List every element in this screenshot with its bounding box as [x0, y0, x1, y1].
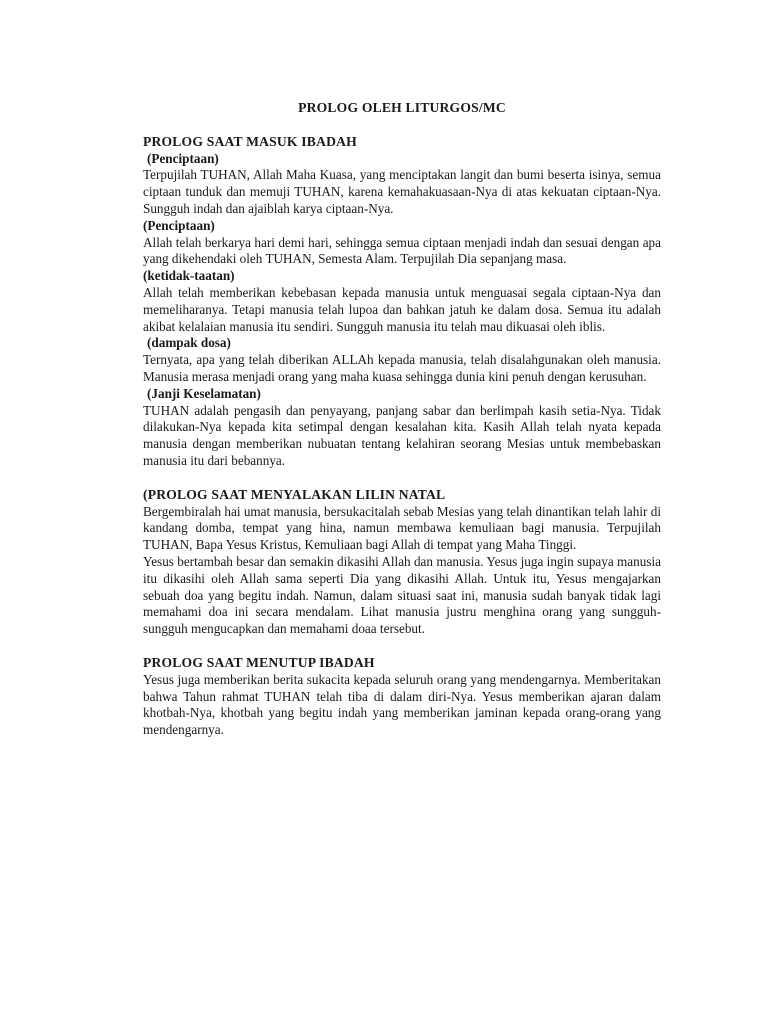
- section-heading-menutup-ibadah: PROLOG SAAT MENUTUP IBADAH: [143, 654, 375, 670]
- paragraph-ketidak-taatan: Allah telah memberikan kebebasan kepada manusia untuk menguasai segala ciptaan-Nya dan memeliharanya. Tetapi manusia telah lupoa dan bahkan jatuh ke dalam dosa. Semua itu adalah akibat kelalaian manusia itu sendiri. Sungguh manusia itu telah mau dikuasai oleh iblis.: [143, 284, 661, 334]
- paragraph-janji-keselamatan: TUHAN adalah pengasih dan penyayang, panjang sabar dan berlimpah kasih setia-Nya. Tidak dilakukan-Nya kepada kita setimpal dengan kesalahan kita. Kasih Allah telah nyata kepada manusia dengan memberikan nubuatan tentang kelahiran seorang Mesias untuk membebaskan manusia itu dari bebannya.: [143, 402, 661, 468]
- paragraph-menutup-ibadah: Yesus juga memberikan berita sukacita kepada seluruh orang yang mendengarnya. Memberitakan bahwa Tahun rahmat TUHAN telah tiba di dalam diri-Nya. Yesus memberikan ajaran dalam khotbah-Nya, khotbah yang begitu indah yang memberikan jaminan kepada orang-orang yang mendengarnya.: [143, 671, 661, 738]
- document-title: PROLOG OLEH LITURGOS/MC: [298, 100, 506, 115]
- paragraph-penciptaan-1: Terpujilah TUHAN, Allah Maha Kuasa, yang menciptakan langit dan bumi beserta isinya, semua ciptaan tunduk dan memuji TUHAN, karena kemahakuasaan-Nya di atas kekuatan ciptaan-Nya. Sungguh indah dan ajaiblah karya ciptaan-Nya.: [143, 167, 661, 216]
- subheading-dampak-dosa: (dampak dosa): [147, 335, 231, 351]
- subheading-ketidak-taatan: (ketidak-taatan): [143, 268, 235, 284]
- section-menutup-ibadah: [143, 655, 661, 739]
- paragraph-penciptaan-2: Allah telah berkarya hari demi hari, sehingga semua ciptaan menjadi indah dan sesuai dengan apa yang dikehendaki oleh TUHAN, Semesta Alam. Terpujilah Dia sepanjang masa.: [143, 234, 661, 267]
- paragraph-lilin-natal-2: Yesus bertambah besar dan semakin dikasihi Allah dan manusia. Yesus juga ingin supaya manusia itu dikasihi oleh Allah sama seperti Dia yang dikasihi Allah. Untuk itu, Yesus mengajarkan sebuah doa yang begitu indah. Namun, dalam situasi saat ini, manusia sudah banyak tidak lagi memahami doa ini secara mendalam. Lihat manusia justru menghina orang yang sungguh-sungguh mengucapkan dan memahami doaa tersebut.: [143, 553, 661, 637]
- document-page: [143, 100, 661, 756]
- section-masuk-ibadah: [143, 134, 661, 470]
- subheading-penciptaan-1: (Penciptaan): [147, 150, 219, 166]
- section-heading-masuk-ibadah: PROLOG SAAT MASUK IBADAH: [143, 133, 357, 149]
- subheading-penciptaan-2: (Penciptaan): [143, 217, 215, 233]
- paragraph-lilin-natal-1: Bergembiralah hai umat manusia, bersukacitalah sebab Mesias yang telah dinantikan telah lahir di kandang domba, tempat yang hina, namun membawa kemuliaan bagi manusia. Terpujilah TUHAN, Bapa Yesus Kristus, Kemuliaan bagi Allah di tempat yang Maha Tinggi.: [143, 503, 661, 553]
- section-lilin-natal: [143, 487, 661, 638]
- section-heading-lilin-natal: (PROLOG SAAT MENYALAKAN LILIN NATAL: [143, 486, 446, 502]
- paragraph-dampak-dosa: Ternyata, apa yang telah diberikan ALLAh kepada manusia, telah disalahgunakan oleh manusia. Manusia merasa menjadi orang yang maha kuasa sehingga dunia kini penuh dengan kerusuhan.: [143, 352, 661, 384]
- subheading-janji-keselamatan: (Janji Keselamatan): [147, 385, 261, 401]
